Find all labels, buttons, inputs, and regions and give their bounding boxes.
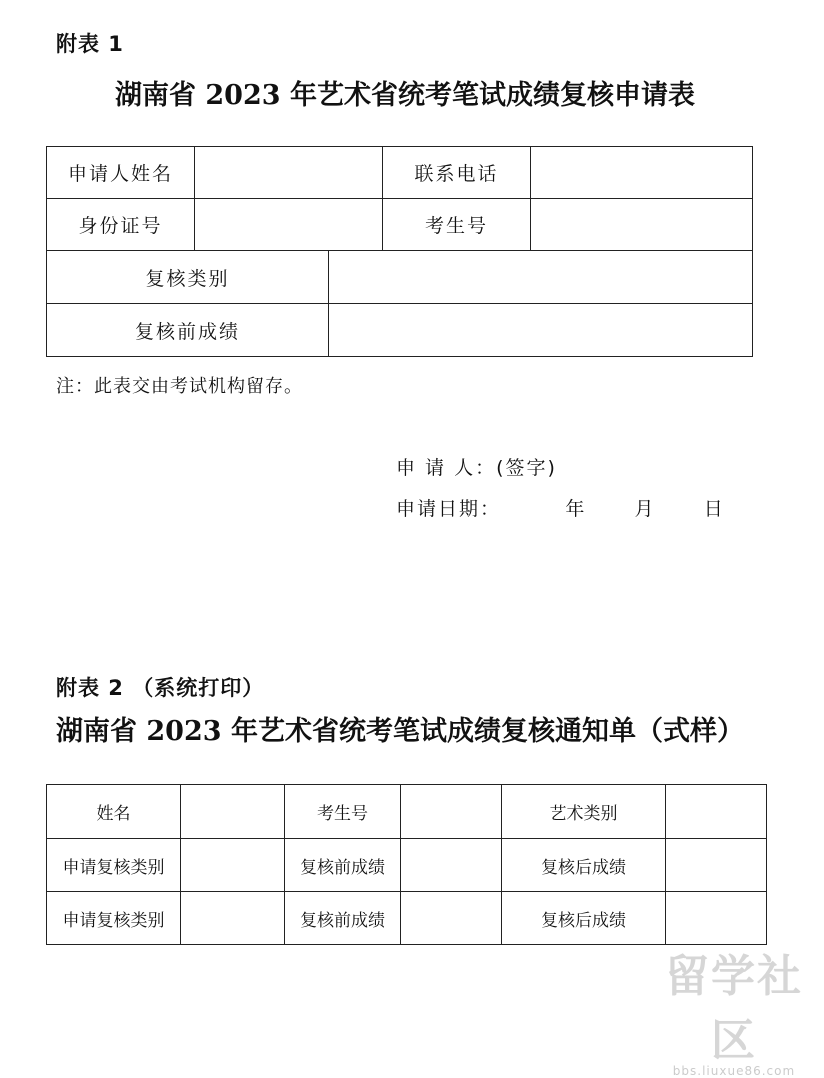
name-cell[interactable] [181, 785, 285, 839]
id-number-cell[interactable] [195, 199, 383, 251]
table-row [47, 199, 753, 251]
watermark-url: bbs.liuxue86.com [672, 1064, 796, 1078]
review-application-table [46, 146, 753, 357]
table-row [47, 304, 753, 357]
post-review-score-label: 复核后成绩 [502, 839, 666, 892]
table-row [47, 147, 753, 199]
post-review-score-cell[interactable] [666, 839, 767, 892]
art-category-cell[interactable] [666, 785, 767, 839]
appendix1-title: 湖南省 2023 年艺术省统考笔试成绩复核申请表 [115, 80, 695, 111]
phone-cell[interactable] [531, 147, 753, 199]
table-row [47, 892, 767, 945]
pre-review-score-cell[interactable] [401, 839, 502, 892]
review-type-label: 申请复核类别 [47, 839, 181, 892]
appendix1-label: 附表 1 [56, 32, 124, 56]
post-review-score-label: 复核后成绩 [502, 892, 666, 945]
review-category-label: 复核类别 [47, 251, 329, 304]
id-number-label: 身份证号 [47, 199, 195, 251]
site-watermark [654, 940, 814, 1078]
candidate-number-label: 考生号 [383, 199, 531, 251]
appendix2-label: 附表 2 （系统打印） [56, 676, 265, 700]
applicant-signature-label: 申 请 人：(签字) [396, 457, 557, 479]
pre-review-score-cell[interactable] [401, 892, 502, 945]
review-type-cell[interactable] [181, 892, 285, 945]
review-notice-table [46, 784, 767, 945]
pre-review-score-label: 复核前成绩 [285, 839, 401, 892]
retention-note: 注：此表交由考试机构留存。 [56, 376, 303, 397]
table-row [47, 785, 767, 839]
application-date-label: 申请日期： 年 月 日 [396, 498, 725, 520]
review-category-cell[interactable] [329, 251, 753, 304]
appendix2-title: 湖南省 2023 年艺术省统考笔试成绩复核通知单（式样） [56, 716, 744, 747]
pre-review-score-label: 复核前成绩 [47, 304, 329, 357]
pre-review-score-cell[interactable] [329, 304, 753, 357]
phone-label: 联系电话 [383, 147, 531, 199]
name-label: 姓名 [47, 785, 181, 839]
applicant-name-cell[interactable] [195, 147, 383, 199]
candidate-number-label: 考生号 [285, 785, 401, 839]
review-type-cell[interactable] [181, 839, 285, 892]
art-category-label: 艺术类别 [502, 785, 666, 839]
candidate-number-cell[interactable] [531, 199, 753, 251]
watermark-text: 留学社区 [665, 951, 803, 1066]
post-review-score-cell[interactable] [666, 892, 767, 945]
table-row [47, 251, 753, 304]
candidate-number-cell[interactable] [401, 785, 502, 839]
pre-review-score-label: 复核前成绩 [285, 892, 401, 945]
applicant-name-label: 申请人姓名 [47, 147, 195, 199]
review-type-label: 申请复核类别 [47, 892, 181, 945]
table-row [47, 839, 767, 892]
